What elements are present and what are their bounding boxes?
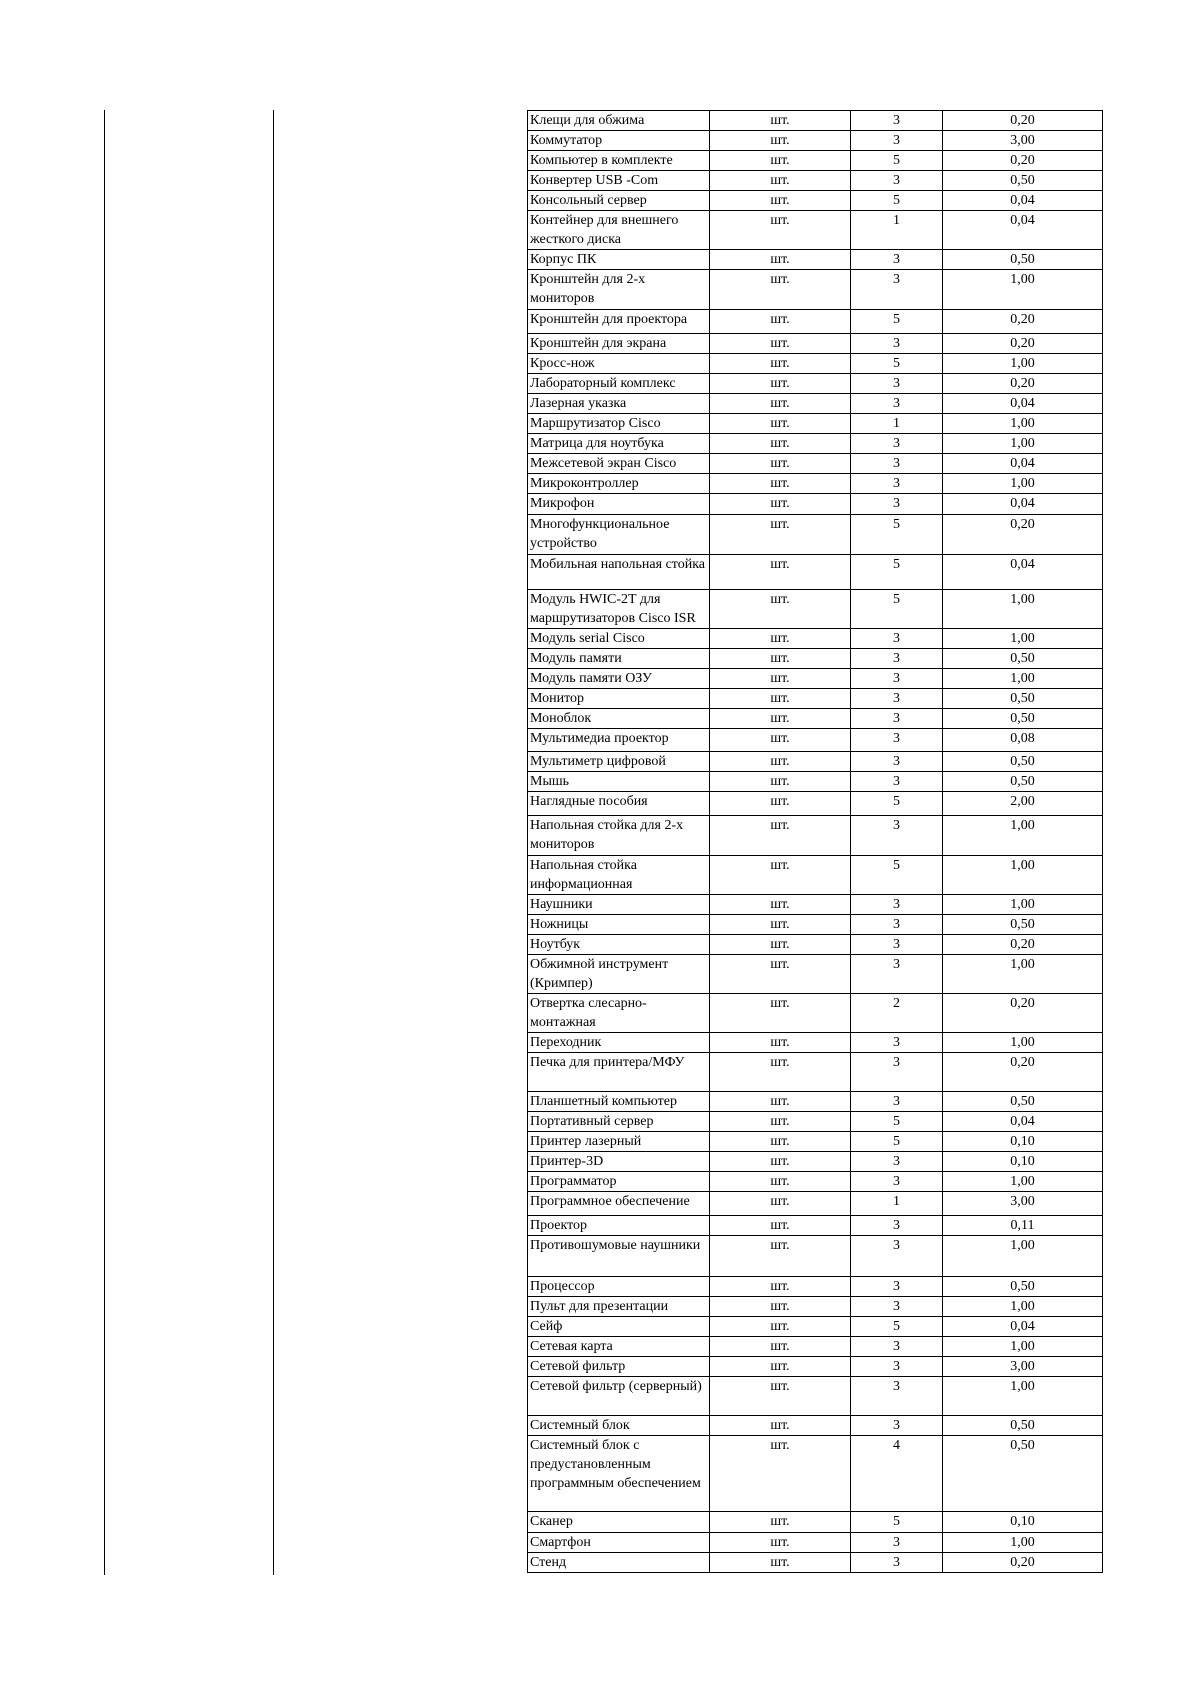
item-name-cell: Программное обеспечение <box>528 1192 710 1216</box>
item-name-cell: Противошумовые наушники <box>528 1236 710 1277</box>
norm-cell: 1,00 <box>943 434 1103 454</box>
quantity-cell: 1 <box>851 414 943 434</box>
unit-cell: шт. <box>710 1192 851 1216</box>
unit-cell: шт. <box>710 629 851 649</box>
unit-cell: шт. <box>710 1053 851 1092</box>
norm-cell: 1,00 <box>943 669 1103 689</box>
quantity-cell: 4 <box>851 1436 943 1512</box>
quantity-cell: 3 <box>851 494 943 515</box>
quantity-cell: 3 <box>851 171 943 191</box>
table-row <box>528 334 1103 354</box>
unit-cell: шт. <box>710 334 851 354</box>
norm-cell: 0,50 <box>943 171 1103 191</box>
item-name-cell: Мультимедиа проектор <box>528 729 710 752</box>
quantity-cell: 1 <box>851 1192 943 1216</box>
norm-cell: 3,00 <box>943 131 1103 151</box>
quantity-cell: 5 <box>851 1112 943 1132</box>
item-name-cell: Консольный сервер <box>528 191 710 211</box>
table-row <box>528 689 1103 709</box>
item-name-cell: Сканер <box>528 1512 710 1533</box>
table-row <box>528 1533 1103 1553</box>
table-row <box>528 111 1103 131</box>
table-row <box>528 752 1103 772</box>
unit-cell: шт. <box>710 1512 851 1533</box>
quantity-cell: 3 <box>851 334 943 354</box>
item-name-cell: Сетевой фильтр (серверный) <box>528 1377 710 1416</box>
item-name-cell: Модуль serial Cisco <box>528 629 710 649</box>
item-name-cell: Кронштейн для экрана <box>528 334 710 354</box>
quantity-cell: 3 <box>851 1092 943 1112</box>
norm-cell: 0,20 <box>943 1553 1103 1573</box>
norm-cell: 0,04 <box>943 394 1103 414</box>
unit-cell: шт. <box>710 1416 851 1436</box>
item-name-cell: Переходник <box>528 1033 710 1053</box>
unit-cell: шт. <box>710 191 851 211</box>
table-row <box>528 1092 1103 1112</box>
item-name-cell: Проектор <box>528 1216 710 1236</box>
left-column-border <box>104 110 105 1575</box>
table-row <box>528 1277 1103 1297</box>
unit-cell: шт. <box>710 270 851 310</box>
item-name-cell: Стенд <box>528 1553 710 1573</box>
quantity-cell: 3 <box>851 1236 943 1277</box>
quantity-cell: 3 <box>851 1553 943 1573</box>
equipment-table <box>527 110 1103 1573</box>
unit-cell: шт. <box>710 1112 851 1132</box>
item-name-cell: Смартфон <box>528 1533 710 1553</box>
norm-cell: 0,20 <box>943 334 1103 354</box>
quantity-cell: 3 <box>851 629 943 649</box>
quantity-cell: 3 <box>851 1533 943 1553</box>
unit-cell: шт. <box>710 434 851 454</box>
item-name-cell: Планшетный компьютер <box>528 1092 710 1112</box>
item-name-cell: Мультиметр цифровой <box>528 752 710 772</box>
table-row <box>528 1172 1103 1192</box>
quantity-cell: 3 <box>851 1357 943 1377</box>
unit-cell: шт. <box>710 1553 851 1573</box>
norm-cell: 0,50 <box>943 915 1103 935</box>
unit-cell: шт. <box>710 171 851 191</box>
table-row <box>528 709 1103 729</box>
quantity-cell: 5 <box>851 354 943 374</box>
table-row <box>528 394 1103 414</box>
quantity-cell: 5 <box>851 191 943 211</box>
table-row <box>528 211 1103 250</box>
item-name-cell: Кронштейн для проектора <box>528 310 710 334</box>
norm-cell: 0,50 <box>943 1277 1103 1297</box>
unit-cell: шт. <box>710 1172 851 1192</box>
norm-cell: 0,20 <box>943 1053 1103 1092</box>
norm-cell: 0,04 <box>943 494 1103 515</box>
table-row <box>528 474 1103 494</box>
unit-cell: шт. <box>710 935 851 955</box>
item-name-cell: Лазерная указка <box>528 394 710 414</box>
quantity-cell: 1 <box>851 211 943 250</box>
unit-cell: шт. <box>710 354 851 374</box>
item-name-cell: Моноблок <box>528 709 710 729</box>
item-name-cell: Напольная стойка для 2-х мониторов <box>528 816 710 856</box>
item-name-cell: Многофункциональное устройство <box>528 515 710 555</box>
norm-cell: 1,00 <box>943 1033 1103 1053</box>
item-name-cell: Отвертка слесарно-монтажная <box>528 994 710 1033</box>
item-name-cell: Микроконтроллер <box>528 474 710 494</box>
norm-cell: 1,00 <box>943 414 1103 434</box>
table-row <box>528 191 1103 211</box>
unit-cell: шт. <box>710 414 851 434</box>
quantity-cell: 5 <box>851 1317 943 1337</box>
table-row <box>528 1112 1103 1132</box>
norm-cell: 0,20 <box>943 151 1103 171</box>
norm-cell: 1,00 <box>943 955 1103 994</box>
unit-cell: шт. <box>710 792 851 816</box>
item-name-cell: Системный блок с предустановленным программным обеспечением <box>528 1436 710 1512</box>
norm-cell: 0,04 <box>943 454 1103 474</box>
norm-cell: 0,50 <box>943 1092 1103 1112</box>
norm-cell: 1,00 <box>943 1236 1103 1277</box>
unit-cell: шт. <box>710 915 851 935</box>
table-row <box>528 454 1103 474</box>
item-name-cell: Сетевая карта <box>528 1337 710 1357</box>
quantity-cell: 3 <box>851 709 943 729</box>
quantity-cell: 3 <box>851 474 943 494</box>
table-row <box>528 1553 1103 1573</box>
table-row <box>528 772 1103 792</box>
unit-cell: шт. <box>710 1297 851 1317</box>
norm-cell: 0,20 <box>943 310 1103 334</box>
item-name-cell: Мобильная напольная стойка <box>528 555 710 590</box>
quantity-cell: 3 <box>851 955 943 994</box>
norm-cell: 1,00 <box>943 1297 1103 1317</box>
norm-cell: 0,50 <box>943 649 1103 669</box>
table-row <box>528 1377 1103 1416</box>
item-name-cell: Программатор <box>528 1172 710 1192</box>
unit-cell: шт. <box>710 1216 851 1236</box>
table-row <box>528 1436 1103 1512</box>
table-row <box>528 131 1103 151</box>
quantity-cell: 3 <box>851 454 943 474</box>
table-row <box>528 1053 1103 1092</box>
unit-cell: шт. <box>710 709 851 729</box>
quantity-cell: 5 <box>851 856 943 895</box>
table-row <box>528 816 1103 856</box>
unit-cell: шт. <box>710 689 851 709</box>
norm-cell: 0,50 <box>943 1436 1103 1512</box>
quantity-cell: 3 <box>851 729 943 752</box>
quantity-cell: 5 <box>851 1512 943 1533</box>
unit-cell: шт. <box>710 1277 851 1297</box>
item-name-cell: Маршрутизатор Cisco <box>528 414 710 434</box>
table-row <box>528 310 1103 334</box>
table-row <box>528 1297 1103 1317</box>
quantity-cell: 3 <box>851 1152 943 1172</box>
unit-cell: шт. <box>710 394 851 414</box>
norm-cell: 0,50 <box>943 752 1103 772</box>
item-name-cell: Контейнер для внешнего жесткого диска <box>528 211 710 250</box>
item-name-cell: Монитор <box>528 689 710 709</box>
item-name-cell: Наглядные пособия <box>528 792 710 816</box>
item-name-cell: Сейф <box>528 1317 710 1337</box>
item-name-cell: Наушники <box>528 895 710 915</box>
table-row <box>528 250 1103 270</box>
norm-cell: 0,11 <box>943 1216 1103 1236</box>
item-name-cell: Процессор <box>528 1277 710 1297</box>
table-row <box>528 1236 1103 1277</box>
quantity-cell: 3 <box>851 374 943 394</box>
unit-cell: шт. <box>710 1236 851 1277</box>
unit-cell: шт. <box>710 494 851 515</box>
item-name-cell: Матрица для ноутбука <box>528 434 710 454</box>
quantity-cell: 5 <box>851 515 943 555</box>
middle-column-border <box>273 110 274 1575</box>
norm-cell: 0,10 <box>943 1132 1103 1152</box>
norm-cell: 0,20 <box>943 374 1103 394</box>
quantity-cell: 3 <box>851 1416 943 1436</box>
table-row <box>528 895 1103 915</box>
item-name-cell: Компьютер в комплекте <box>528 151 710 171</box>
table-row <box>528 270 1103 310</box>
table-row <box>528 792 1103 816</box>
norm-cell: 1,00 <box>943 1533 1103 1553</box>
unit-cell: шт. <box>710 1317 851 1337</box>
quantity-cell: 3 <box>851 752 943 772</box>
item-name-cell: Принтер-3D <box>528 1152 710 1172</box>
norm-cell: 0,04 <box>943 1112 1103 1132</box>
norm-cell: 1,00 <box>943 590 1103 629</box>
item-name-cell: Печка для принтера/МФУ <box>528 1053 710 1092</box>
norm-cell: 0,50 <box>943 1416 1103 1436</box>
norm-cell: 1,00 <box>943 629 1103 649</box>
norm-cell: 1,00 <box>943 354 1103 374</box>
norm-cell: 0,10 <box>943 1152 1103 1172</box>
item-name-cell: Портативный сервер <box>528 1112 710 1132</box>
quantity-cell: 3 <box>851 250 943 270</box>
table-row <box>528 1512 1103 1533</box>
unit-cell: шт. <box>710 994 851 1033</box>
unit-cell: шт. <box>710 555 851 590</box>
unit-cell: шт. <box>710 590 851 629</box>
item-name-cell: Лабораторный комплекс <box>528 374 710 394</box>
item-name-cell: Мышь <box>528 772 710 792</box>
unit-cell: шт. <box>710 310 851 334</box>
quantity-cell: 5 <box>851 310 943 334</box>
norm-cell: 0,04 <box>943 555 1103 590</box>
table-row <box>528 1192 1103 1216</box>
unit-cell: шт. <box>710 955 851 994</box>
item-name-cell: Микрофон <box>528 494 710 515</box>
quantity-cell: 3 <box>851 1053 943 1092</box>
table-row <box>528 354 1103 374</box>
table-row <box>528 955 1103 994</box>
quantity-cell: 3 <box>851 772 943 792</box>
quantity-cell: 3 <box>851 669 943 689</box>
norm-cell: 0,20 <box>943 994 1103 1033</box>
norm-cell: 1,00 <box>943 1337 1103 1357</box>
unit-cell: шт. <box>710 151 851 171</box>
quantity-cell: 2 <box>851 994 943 1033</box>
table-row <box>528 994 1103 1033</box>
table-row <box>528 1132 1103 1152</box>
quantity-cell: 3 <box>851 915 943 935</box>
item-name-cell: Модуль HWIC-2T для маршрутизаторов Cisco ISR <box>528 590 710 629</box>
unit-cell: шт. <box>710 1533 851 1553</box>
table-row <box>528 1416 1103 1436</box>
unit-cell: шт. <box>710 374 851 394</box>
unit-cell: шт. <box>710 816 851 856</box>
table-row <box>528 1317 1103 1337</box>
norm-cell: 3,00 <box>943 1357 1103 1377</box>
unit-cell: шт. <box>710 669 851 689</box>
unit-cell: шт. <box>710 211 851 250</box>
table-row <box>528 151 1103 171</box>
table-row <box>528 1357 1103 1377</box>
norm-cell: 1,00 <box>943 474 1103 494</box>
unit-cell: шт. <box>710 131 851 151</box>
quantity-cell: 3 <box>851 1297 943 1317</box>
unit-cell: шт. <box>710 111 851 131</box>
unit-cell: шт. <box>710 895 851 915</box>
quantity-cell: 3 <box>851 131 943 151</box>
item-name-cell: Клещи для обжима <box>528 111 710 131</box>
table-row <box>528 935 1103 955</box>
norm-cell: 0,10 <box>943 1512 1103 1533</box>
norm-cell: 1,00 <box>943 816 1103 856</box>
norm-cell: 1,00 <box>943 1377 1103 1416</box>
table-row <box>528 649 1103 669</box>
norm-cell: 0,04 <box>943 191 1103 211</box>
quantity-cell: 3 <box>851 1172 943 1192</box>
norm-cell: 0,50 <box>943 772 1103 792</box>
item-name-cell: Коммутатор <box>528 131 710 151</box>
item-name-cell: Пульт для презентации <box>528 1297 710 1317</box>
item-name-cell: Ножницы <box>528 915 710 935</box>
table-row <box>528 171 1103 191</box>
table-row <box>528 629 1103 649</box>
quantity-cell: 3 <box>851 1337 943 1357</box>
unit-cell: шт. <box>710 772 851 792</box>
quantity-cell: 3 <box>851 394 943 414</box>
quantity-cell: 3 <box>851 1033 943 1053</box>
quantity-cell: 3 <box>851 935 943 955</box>
item-name-cell: Модуль памяти ОЗУ <box>528 669 710 689</box>
norm-cell: 0,08 <box>943 729 1103 752</box>
norm-cell: 0,50 <box>943 689 1103 709</box>
table-row <box>528 590 1103 629</box>
item-name-cell: Кросс-нож <box>528 354 710 374</box>
unit-cell: шт. <box>710 1033 851 1053</box>
quantity-cell: 5 <box>851 590 943 629</box>
table-row <box>528 414 1103 434</box>
quantity-cell: 3 <box>851 434 943 454</box>
table-row <box>528 915 1103 935</box>
unit-cell: шт. <box>710 1132 851 1152</box>
unit-cell: шт. <box>710 856 851 895</box>
table-row <box>528 1337 1103 1357</box>
item-name-cell: Сетевой фильтр <box>528 1357 710 1377</box>
item-name-cell: Ноутбук <box>528 935 710 955</box>
unit-cell: шт. <box>710 454 851 474</box>
norm-cell: 3,00 <box>943 1192 1103 1216</box>
quantity-cell: 3 <box>851 1216 943 1236</box>
quantity-cell: 3 <box>851 816 943 856</box>
table-row <box>528 669 1103 689</box>
table-row <box>528 434 1103 454</box>
table-row <box>528 515 1103 555</box>
item-name-cell: Обжимной инструмент (Кримпер) <box>528 955 710 994</box>
norm-cell: 1,00 <box>943 270 1103 310</box>
norm-cell: 0,04 <box>943 1317 1103 1337</box>
norm-cell: 0,20 <box>943 111 1103 131</box>
table-row <box>528 1152 1103 1172</box>
item-name-cell: Системный блок <box>528 1416 710 1436</box>
quantity-cell: 3 <box>851 689 943 709</box>
unit-cell: шт. <box>710 1152 851 1172</box>
norm-cell: 0,20 <box>943 515 1103 555</box>
unit-cell: шт. <box>710 1357 851 1377</box>
table-row <box>528 374 1103 394</box>
table-row <box>528 729 1103 752</box>
norm-cell: 0,04 <box>943 211 1103 250</box>
equipment-table-body <box>528 111 1103 1573</box>
quantity-cell: 5 <box>851 555 943 590</box>
table-row <box>528 555 1103 590</box>
unit-cell: шт. <box>710 250 851 270</box>
unit-cell: шт. <box>710 1337 851 1357</box>
unit-cell: шт. <box>710 752 851 772</box>
unit-cell: шт. <box>710 515 851 555</box>
quantity-cell: 3 <box>851 1377 943 1416</box>
quantity-cell: 3 <box>851 270 943 310</box>
quantity-cell: 5 <box>851 792 943 816</box>
quantity-cell: 5 <box>851 151 943 171</box>
norm-cell: 0,20 <box>943 935 1103 955</box>
quantity-cell: 3 <box>851 895 943 915</box>
table-row <box>528 1033 1103 1053</box>
norm-cell: 1,00 <box>943 1172 1103 1192</box>
item-name-cell: Напольная стойка информационная <box>528 856 710 895</box>
item-name-cell: Кронштейн для 2-х мониторов <box>528 270 710 310</box>
table-row <box>528 856 1103 895</box>
quantity-cell: 3 <box>851 649 943 669</box>
item-name-cell: Конвертер USB -Com <box>528 171 710 191</box>
item-name-cell: Межсетевой экран Cisco <box>528 454 710 474</box>
norm-cell: 1,00 <box>943 856 1103 895</box>
norm-cell: 1,00 <box>943 895 1103 915</box>
unit-cell: шт. <box>710 729 851 752</box>
item-name-cell: Корпус ПК <box>528 250 710 270</box>
norm-cell: 2,00 <box>943 792 1103 816</box>
quantity-cell: 5 <box>851 1132 943 1152</box>
unit-cell: шт. <box>710 1092 851 1112</box>
unit-cell: шт. <box>710 1377 851 1416</box>
table-row <box>528 494 1103 515</box>
norm-cell: 0,50 <box>943 709 1103 729</box>
norm-cell: 0,50 <box>943 250 1103 270</box>
item-name-cell: Принтер лазерный <box>528 1132 710 1152</box>
quantity-cell: 3 <box>851 111 943 131</box>
unit-cell: шт. <box>710 649 851 669</box>
unit-cell: шт. <box>710 1436 851 1512</box>
table-row <box>528 1216 1103 1236</box>
item-name-cell: Модуль памяти <box>528 649 710 669</box>
quantity-cell: 3 <box>851 1277 943 1297</box>
unit-cell: шт. <box>710 474 851 494</box>
